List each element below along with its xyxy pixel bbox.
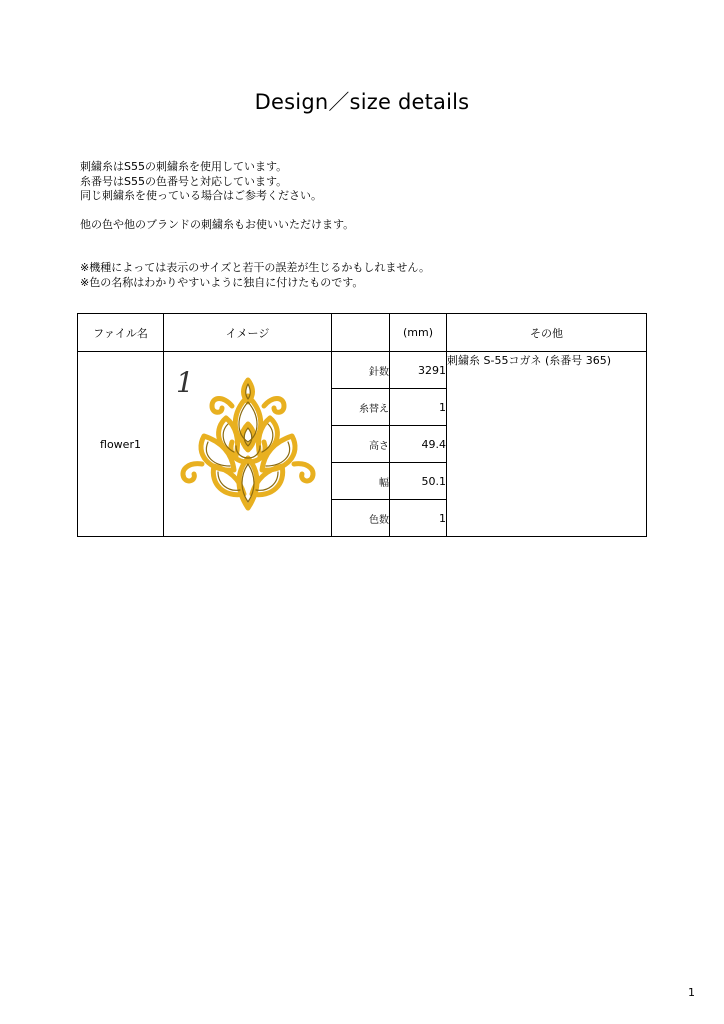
spec-label: 高さ	[332, 426, 390, 463]
spec-label: 幅	[332, 463, 390, 500]
note-line: 他の色や他のブランドの刺繍糸もお使いいただけます。	[80, 217, 355, 231]
page-number: 1	[688, 986, 695, 999]
spec-label: 色数	[332, 500, 390, 537]
table-row	[78, 352, 647, 389]
header-unit: (mm)	[390, 314, 447, 352]
header-image: イメージ	[164, 314, 332, 352]
spec-value: 3291	[390, 352, 447, 389]
lotus-embroidery-icon	[166, 362, 326, 522]
note-line: 糸番号はS55の色番号と対応しています。	[80, 174, 288, 188]
note-line: 刺繍糸はS55の刺繍糸を使用しています。	[80, 160, 288, 173]
spec-label: 糸替え	[332, 389, 390, 426]
design-image-cell	[164, 352, 332, 537]
table-header-row	[78, 314, 647, 352]
spec-value: 1	[390, 500, 447, 537]
header-other: その他	[447, 314, 647, 352]
notes-block	[80, 160, 680, 290]
note-line: ※機種によっては表示のサイズと若干の誤差が生じるかもしれません。	[80, 261, 430, 274]
spec-value: 1	[390, 389, 447, 426]
design-number: 1	[176, 366, 194, 399]
spec-value: 49.4	[390, 426, 447, 463]
design-spec-table	[77, 313, 647, 537]
spec-value: 50.1	[390, 463, 447, 500]
other-info-cell: 刺繍糸 S-55コガネ (糸番号 365)	[447, 352, 647, 537]
note-line: ※色の名称はわかりやすいように独自に付けたものです。	[80, 275, 364, 289]
header-file-name: ファイル名	[78, 314, 164, 352]
note-line: 同じ刺繍糸を使っている場合はご参考ください。	[80, 189, 322, 202]
file-name-cell: flower1	[78, 352, 164, 537]
spec-label: 針数	[332, 352, 390, 389]
page-title: Design／size details	[254, 90, 470, 114]
header-blank	[332, 314, 390, 352]
